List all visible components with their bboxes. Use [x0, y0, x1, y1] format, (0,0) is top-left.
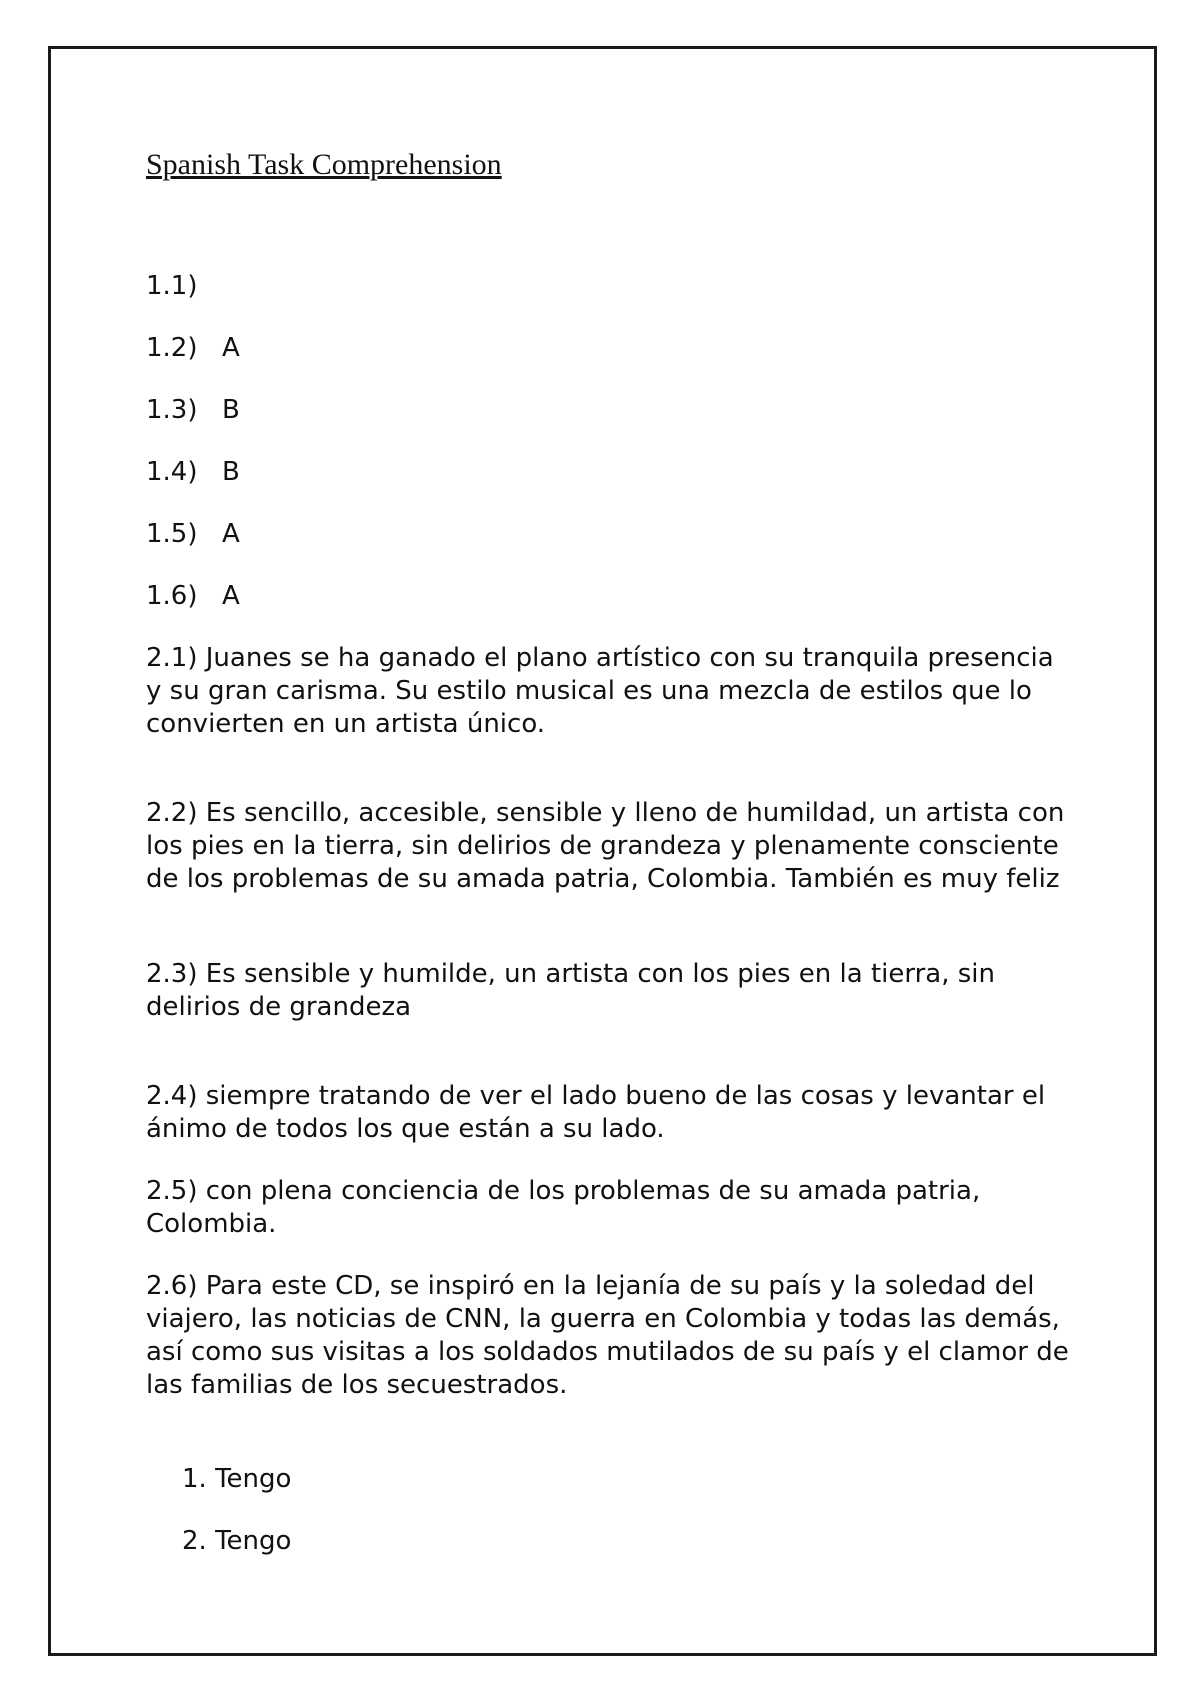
answer-2-4: 2.4) siempre tratando de ver el lado bueno de las cosas y levantar el ánimo de todos los que están a su lado.	[146, 1081, 1046, 1144]
mc-letter: A	[222, 581, 240, 611]
list-text: Tengo	[215, 1464, 292, 1494]
mc-answer-1-4	[146, 456, 240, 489]
answer-2-3: 2.3) Es sensible y humilde, un artista con los pies en la tierra, sin delirios de grandeza	[146, 959, 996, 1022]
numbered-list-item	[182, 1463, 291, 1496]
mc-answer-1-5	[146, 518, 240, 551]
mc-letter: B	[222, 395, 240, 425]
mc-answer-1-3	[146, 394, 240, 427]
answer-2-2: 2.2) Es sencillo, accesible, sensible y lleno de humildad, un artista con los pies en la tierra, sin delirios de grandeza y plenamente consciente de los problemas de su amada patria, Colombia. También es muy feliz	[146, 798, 1065, 894]
document-title: Spanish Task Comprehension	[146, 148, 502, 181]
answer-2-1: 2.1) Juanes se ha ganado el plano artístico con su tranquila presencia y su gran carisma. Su estilo musical es una mezcla de estilos que lo convierten en un artista único.	[146, 643, 1054, 739]
mc-number: 1.3)	[146, 395, 198, 425]
list-text: Tengo	[215, 1526, 292, 1556]
mc-answer-1-1	[146, 270, 222, 303]
mc-number: 1.5)	[146, 519, 198, 549]
mc-number: 1.6)	[146, 581, 198, 611]
mc-answer-1-2	[146, 332, 240, 365]
numbered-list-item	[182, 1525, 291, 1558]
mc-answer-1-6	[146, 580, 240, 613]
answer-2-5: 2.5) con plena conciencia de los problemas de su amada patria, Colombia.	[146, 1176, 981, 1239]
mc-letter: B	[222, 457, 240, 487]
mc-letter: A	[222, 333, 240, 363]
mc-number: 1.1)	[146, 271, 198, 301]
list-marker: 1.	[182, 1464, 207, 1494]
mc-number: 1.4)	[146, 457, 198, 487]
mc-number: 1.2)	[146, 333, 198, 363]
list-marker: 2.	[182, 1526, 207, 1556]
mc-letter: A	[222, 519, 240, 549]
answer-2-6: 2.6) Para este CD, se inspiró en la lejanía de su país y la soledad del viajero, las noticias de CNN, la guerra en Colombia y todas las demás, así como sus visitas a los soldados mutilados de su país y el clamor de las familias de los secuestrados.	[146, 1271, 1069, 1400]
